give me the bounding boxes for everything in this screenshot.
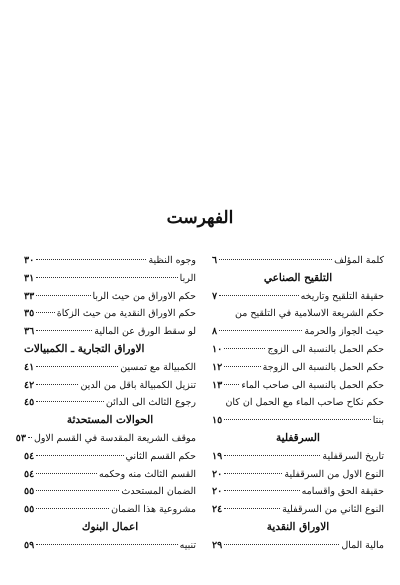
toc-entry-title: موقف الشريعة المقدسة في القسم الاول	[33, 432, 196, 444]
dot-leader	[219, 295, 298, 296]
page-number: ١٠	[212, 343, 223, 355]
page-number: ٣١	[24, 272, 35, 284]
toc-entry[interactable]	[24, 305, 196, 323]
dot-leader	[219, 330, 302, 331]
dot-leader	[219, 259, 332, 260]
toc-entry[interactable]	[24, 270, 196, 288]
page-number: ١٣	[212, 379, 223, 391]
page-number: ٣٠	[24, 255, 35, 266]
toc-entry-title: تاريخ السرقفلية	[322, 450, 384, 462]
toc-entry-continued[interactable]	[212, 394, 384, 412]
toc-entry-title: تنبيه	[179, 539, 196, 551]
section-heading: الاوراق النقدية	[266, 520, 330, 533]
dot-leader	[224, 455, 320, 456]
toc-entry-title: مشروعية هذا الضمان	[111, 504, 196, 516]
toc-entry[interactable]	[212, 252, 384, 270]
toc-entry-title: حكم الحمل بالنسبة الى صاحب الماء	[241, 379, 384, 391]
toc-entry-title: حكم الحمل بالنسبة الى الزوجة	[262, 361, 384, 373]
toc-entry[interactable]	[15, 430, 196, 448]
toc-entry-title: حكم الاوراق من حيث الربا	[92, 290, 196, 302]
page-number: ٢٠	[212, 486, 223, 498]
page-number: ٤١	[24, 361, 35, 373]
page-title: الفهرست	[166, 208, 234, 228]
section-heading: اعمال البنوك	[81, 520, 139, 533]
page-number: ٥٥	[24, 504, 35, 516]
toc-entry[interactable]	[24, 394, 196, 412]
section-heading: الحوالات المستحدثة	[66, 414, 154, 427]
dot-leader	[224, 508, 280, 509]
dot-leader	[36, 384, 78, 385]
toc-entry[interactable]	[212, 359, 384, 377]
toc-column-right	[212, 252, 384, 555]
page-number: ٧	[212, 290, 218, 302]
dot-leader	[224, 544, 339, 545]
section-heading: التلقيح الصناعي	[263, 271, 333, 284]
toc-entry[interactable]	[212, 501, 384, 519]
page-number: ١٩	[212, 450, 223, 462]
toc-entry-title: وجوه النظية	[148, 255, 196, 266]
dot-leader	[36, 295, 90, 296]
toc-entry-title: حكم الشريعة الاسلامية في التلقيح من	[235, 308, 384, 320]
toc-entry[interactable]	[212, 323, 384, 341]
page-number: ٤٢	[24, 379, 35, 391]
toc-entry-title: النوع الثاني من السرقفلية	[282, 504, 384, 516]
toc-entry-title: بنتا	[372, 415, 384, 427]
toc-entry[interactable]	[212, 483, 384, 501]
section-heading: الاوراق التجارية ـ الكمبيالات	[24, 342, 145, 355]
toc-entry-continued[interactable]	[212, 305, 384, 323]
dot-leader	[224, 348, 265, 349]
page-number: ٤٥	[24, 397, 35, 409]
toc-entry-title: حكم الاوراق النقدية من حيث الزكاة	[56, 308, 196, 320]
toc-entry[interactable]	[24, 252, 196, 270]
toc-entry[interactable]	[24, 288, 196, 306]
section-heading: السرقفلية	[276, 431, 320, 444]
toc-entry-title: النوع الاول من السرقفلية	[284, 468, 384, 480]
toc-entry-title: لو سقط الورق عن المالية	[94, 326, 196, 338]
page-number: ١٥	[212, 415, 223, 427]
toc-entry-title: كلمة المؤلف	[334, 255, 384, 266]
dot-leader	[36, 455, 123, 456]
toc-entry[interactable]	[212, 288, 384, 306]
dot-leader	[36, 330, 92, 331]
page-number: ٨	[212, 326, 218, 338]
dot-leader	[36, 508, 109, 509]
toc-entry-title: حيث الجواز والحرمة	[304, 326, 384, 338]
toc-entry-title: حكم القسم الثاني	[125, 450, 196, 462]
toc-entry[interactable]	[212, 466, 384, 484]
toc-entry-title: مالية المال	[341, 539, 384, 551]
toc-entry-title: الضمان المستحدث	[121, 486, 196, 498]
page-number: ٢٤	[212, 504, 223, 516]
dot-leader	[224, 384, 239, 385]
toc-entry-title: حقيقة الحق واقسامه	[301, 486, 384, 498]
dot-leader	[36, 490, 119, 491]
toc-entry[interactable]	[212, 537, 384, 555]
dot-leader	[36, 544, 177, 545]
page-number: ٣٦	[24, 326, 35, 338]
toc-entry-title: حكم الحمل بالنسبة الى الزوج	[267, 343, 384, 355]
toc-column-left	[15, 252, 196, 555]
dot-leader	[224, 490, 299, 491]
page-number: ١٢	[212, 361, 223, 373]
dot-leader	[36, 473, 97, 474]
toc-entry[interactable]	[212, 448, 384, 466]
toc-entry[interactable]	[24, 501, 196, 519]
page-number: ٥٤	[24, 468, 35, 480]
toc-entry[interactable]	[24, 448, 196, 466]
page-number: ٥٤	[24, 450, 35, 462]
toc-entry-title: القسم الثالث منه وحكمه	[98, 468, 196, 480]
dot-leader	[36, 312, 55, 313]
page-number: ٦	[212, 255, 218, 266]
dot-leader	[224, 473, 282, 474]
dot-leader	[36, 277, 177, 278]
toc-entry-title: حقيقة التلقيح وتاريخه	[300, 290, 384, 302]
page-number: ٣٣	[24, 290, 35, 302]
page-number: ٥٣	[15, 432, 26, 444]
page-number: ٢٩	[212, 539, 223, 551]
dot-leader	[28, 437, 32, 438]
toc-entry[interactable]	[212, 377, 384, 395]
toc-entry[interactable]	[24, 466, 196, 484]
page-number: ٥٩	[24, 539, 35, 551]
dot-leader	[224, 419, 371, 420]
toc-entry-title: رجوع الثالث الى الدائن	[105, 397, 196, 409]
toc-entry-title: تنزيل الكمبيالة باقل من الدين	[80, 379, 196, 391]
toc-entry[interactable]	[24, 359, 196, 377]
toc-entry[interactable]	[24, 483, 196, 501]
page-number: ٢٠	[212, 468, 223, 480]
dot-leader	[36, 259, 146, 260]
toc-entry[interactable]	[24, 537, 196, 555]
dot-leader	[224, 366, 260, 367]
page-number: ٥٥	[24, 486, 35, 498]
toc-entry-title: الكمبيالة مع تمسين	[120, 361, 196, 373]
dot-leader	[36, 401, 104, 402]
page-number: ٣٥	[24, 308, 35, 320]
dot-leader	[36, 366, 118, 367]
toc-entry[interactable]	[24, 323, 196, 341]
toc-entry[interactable]	[212, 412, 384, 430]
toc-entry-title: حكم نكاح صاحب الماء مع الحمل ان كان	[225, 397, 384, 409]
toc-entry[interactable]	[24, 377, 196, 395]
toc-entry[interactable]	[212, 341, 384, 359]
toc-entry-title: الربا	[179, 272, 196, 284]
